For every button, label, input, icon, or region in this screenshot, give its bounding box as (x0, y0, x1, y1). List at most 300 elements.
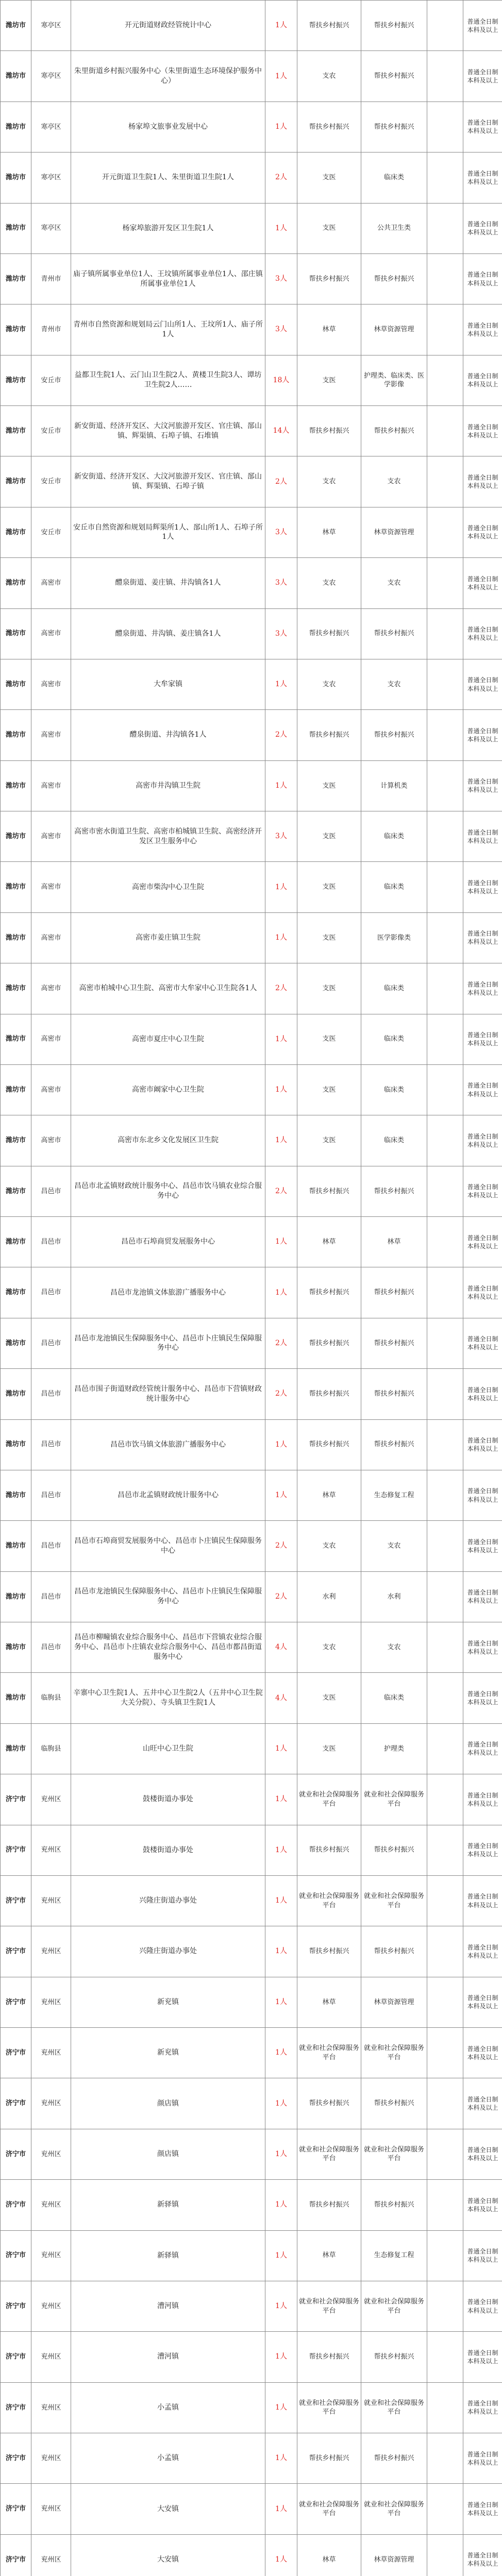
unit-cell: 漕河镇 (71, 2281, 265, 2331)
unit-cell: 新安街道、经济开发区、大汶河旅游开发区、官庄镇、郚山镇、辉渠镇、石埠子镇、石堆镇 (71, 406, 265, 456)
county-cell: 寒亭区 (31, 152, 71, 203)
major-cell (427, 963, 463, 1014)
major-cell (427, 811, 463, 862)
education-cell: 普通全日制本科及以上 (463, 2129, 502, 2179)
unit-cell: 新安街道、经济开发区、大汶河旅游开发区、官庄镇、郚山镇、辉渠镇、石埠子镇 (71, 456, 265, 507)
headcount-cell: 1人 (265, 2433, 297, 2484)
table-row (1, 1673, 502, 1723)
city-cell: 潍坊市 (1, 1521, 31, 1571)
category-cell: 支医 (297, 1014, 361, 1064)
city-cell: 潍坊市 (1, 1166, 31, 1216)
table-row (1, 101, 502, 152)
headcount-cell: 1人 (265, 1774, 297, 1825)
table-row (1, 304, 502, 355)
category-cell: 林草 (297, 2230, 361, 2281)
city-cell: 潍坊市 (1, 1064, 31, 1115)
unit-cell: 高密市密水街道卫生院、高密市柏城镇卫生院、高密经济开发区卫生服务中心 (71, 811, 265, 862)
education-cell: 普通全日制本科及以上 (463, 963, 502, 1014)
table-row (1, 2180, 502, 2230)
post-cell: 帮扶乡村振兴 (361, 710, 427, 760)
city-cell: 济宁市 (1, 2433, 31, 2484)
headcount-cell: 2人 (265, 710, 297, 760)
major-cell (427, 2433, 463, 2484)
major-cell (427, 2180, 463, 2230)
category-cell: 支农 (297, 51, 361, 101)
category-cell: 就业和社会保障服务平台 (297, 2281, 361, 2331)
post-cell: 医学影像类 (361, 912, 427, 963)
education-cell: 普通全日制本科及以上 (463, 1571, 502, 1622)
headcount-cell: 2人 (265, 1318, 297, 1368)
education-cell: 普通全日制本科及以上 (463, 152, 502, 203)
major-cell (427, 1267, 463, 1318)
major-cell (427, 2028, 463, 2078)
major-cell (427, 1774, 463, 1825)
post-cell: 就业和社会保障服务平台 (361, 2281, 427, 2331)
education-cell: 普通全日制本科及以上 (463, 2078, 502, 2129)
table-row (1, 2129, 502, 2179)
category-cell: 支医 (297, 203, 361, 253)
education-cell: 普通全日制本科及以上 (463, 1064, 502, 1115)
unit-cell: 大牟家镇 (71, 659, 265, 709)
major-cell (427, 2484, 463, 2534)
unit-cell: 高密市夏庄中心卫生院 (71, 1014, 265, 1064)
category-cell: 支医 (297, 355, 361, 405)
post-cell: 帮扶乡村振兴 (361, 253, 427, 304)
county-cell: 昌邑市 (31, 1622, 71, 1673)
major-cell (427, 1723, 463, 1774)
county-cell: 安丘市 (31, 355, 71, 405)
county-cell: 兖州区 (31, 2028, 71, 2078)
category-cell: 就业和社会保障服务平台 (297, 2129, 361, 2179)
education-cell: 普通全日制本科及以上 (463, 1622, 502, 1673)
headcount-cell: 2人 (265, 1369, 297, 1419)
table-row (1, 862, 502, 912)
county-cell: 兖州区 (31, 2078, 71, 2129)
headcount-cell: 3人 (265, 811, 297, 862)
headcount-cell: 1人 (265, 101, 297, 152)
city-cell: 济宁市 (1, 1977, 31, 2027)
table-row (1, 1926, 502, 1977)
category-cell: 帮扶乡村振兴 (297, 406, 361, 456)
county-cell: 寒亭区 (31, 1, 71, 51)
headcount-cell: 1人 (265, 1115, 297, 1166)
post-cell: 帮扶乡村振兴 (361, 2180, 427, 2230)
city-cell: 济宁市 (1, 2484, 31, 2534)
county-cell: 临朐县 (31, 1673, 71, 1723)
city-cell: 潍坊市 (1, 152, 31, 203)
city-cell: 潍坊市 (1, 811, 31, 862)
category-cell: 帮扶乡村振兴 (297, 608, 361, 659)
table-row (1, 456, 502, 507)
education-cell: 普通全日制本科及以上 (463, 1470, 502, 1520)
headcount-cell: 1人 (265, 1977, 297, 2027)
unit-cell: 昌邑市柳疃镇农业综合服务中心、昌邑市下营镇农业综合服务中心、昌邑市卜庄镇农业综合服务中心、昌邑市都昌街道服务中心 (71, 1622, 265, 1673)
table-row (1, 1571, 502, 1622)
major-cell (427, 1419, 463, 1470)
headcount-cell: 18人 (265, 355, 297, 405)
table-row (1, 507, 502, 557)
city-cell: 潍坊市 (1, 1, 31, 51)
county-cell: 昌邑市 (31, 1267, 71, 1318)
city-cell: 潍坊市 (1, 1571, 31, 1622)
county-cell: 兖州区 (31, 1977, 71, 2027)
table-body (1, 1, 502, 2576)
table-row (1, 2382, 502, 2433)
headcount-cell: 1人 (265, 2230, 297, 2281)
city-cell: 潍坊市 (1, 101, 31, 152)
city-cell: 潍坊市 (1, 203, 31, 253)
category-cell: 帮扶乡村振兴 (297, 253, 361, 304)
table-row (1, 1014, 502, 1064)
post-cell: 帮扶乡村振兴 (361, 1, 427, 51)
city-cell: 潍坊市 (1, 659, 31, 709)
category-cell: 帮扶乡村振兴 (297, 1318, 361, 1368)
headcount-cell: 1人 (265, 2382, 297, 2433)
table-row (1, 152, 502, 203)
county-cell: 昌邑市 (31, 1369, 71, 1419)
education-cell: 普通全日制本科及以上 (463, 2281, 502, 2331)
unit-cell: 高密市东北乡文化发展区卫生院 (71, 1115, 265, 1166)
county-cell: 高密市 (31, 710, 71, 760)
city-cell: 潍坊市 (1, 1470, 31, 1520)
unit-cell: 鼓楼街道办事处 (71, 1825, 265, 1875)
headcount-cell: 1人 (265, 2534, 297, 2576)
post-cell: 就业和社会保障服务平台 (361, 2129, 427, 2179)
city-cell: 潍坊市 (1, 51, 31, 101)
city-cell: 潍坊市 (1, 710, 31, 760)
headcount-cell: 2人 (265, 456, 297, 507)
unit-cell: 兴隆庄街道办事处 (71, 1926, 265, 1977)
county-cell: 昌邑市 (31, 1521, 71, 1571)
major-cell (427, 355, 463, 405)
unit-cell: 安丘市自然资源和规划局辉渠所1人、郚山所1人、石埠子所1人 (71, 507, 265, 557)
table-row (1, 51, 502, 101)
unit-cell: 昌邑市龙池镇民生保障服务中心、昌邑市卜庄镇民生保障服务中心 (71, 1571, 265, 1622)
major-cell (427, 608, 463, 659)
post-cell: 帮扶乡村振兴 (361, 51, 427, 101)
post-cell: 水利 (361, 1571, 427, 1622)
headcount-cell: 1人 (265, 1926, 297, 1977)
county-cell: 昌邑市 (31, 1470, 71, 1520)
city-cell: 济宁市 (1, 2129, 31, 2179)
table-row (1, 912, 502, 963)
county-cell: 兖州区 (31, 1926, 71, 1977)
unit-cell: 昌邑市围子街道财政经管统计服务中心、昌邑市下营镇财政统计服务中心 (71, 1369, 265, 1419)
headcount-cell: 1人 (265, 2332, 297, 2382)
unit-cell: 高密市姜庄镇卫生院 (71, 912, 265, 963)
city-cell: 潍坊市 (1, 1115, 31, 1166)
headcount-cell: 1人 (265, 1723, 297, 1774)
county-cell: 昌邑市 (31, 1217, 71, 1267)
county-cell: 兖州区 (31, 2484, 71, 2534)
city-cell: 济宁市 (1, 2332, 31, 2382)
county-cell: 兖州区 (31, 2281, 71, 2331)
headcount-cell: 4人 (265, 1622, 297, 1673)
post-cell: 帮扶乡村振兴 (361, 101, 427, 152)
city-cell: 潍坊市 (1, 1622, 31, 1673)
county-cell: 昌邑市 (31, 1318, 71, 1368)
city-cell: 济宁市 (1, 1825, 31, 1875)
major-cell (427, 1064, 463, 1115)
category-cell: 支农 (297, 1622, 361, 1673)
table-row (1, 710, 502, 760)
unit-cell: 山旺中心卫生院 (71, 1723, 265, 1774)
table-row (1, 1825, 502, 1875)
post-cell: 帮扶乡村振兴 (361, 1267, 427, 1318)
major-cell (427, 1318, 463, 1368)
education-cell: 普通全日制本科及以上 (463, 1977, 502, 2027)
headcount-cell: 1人 (265, 862, 297, 912)
category-cell: 帮扶乡村振兴 (297, 1419, 361, 1470)
unit-cell: 开元街道财政经管统计中心 (71, 1, 265, 51)
category-cell: 林草 (297, 2534, 361, 2576)
headcount-cell: 1人 (265, 1875, 297, 1926)
category-cell: 帮扶乡村振兴 (297, 1, 361, 51)
county-cell: 昌邑市 (31, 1571, 71, 1622)
table-row (1, 1723, 502, 1774)
county-cell: 高密市 (31, 862, 71, 912)
category-cell: 林草 (297, 1470, 361, 1520)
unit-cell: 昌邑市饮马镇文体旅游广播服务中心 (71, 1419, 265, 1470)
category-cell: 支农 (297, 456, 361, 507)
city-cell: 济宁市 (1, 2382, 31, 2433)
headcount-cell: 1人 (265, 2078, 297, 2129)
post-cell: 林草资源管理 (361, 304, 427, 355)
category-cell: 帮扶乡村振兴 (297, 1166, 361, 1216)
headcount-cell: 4人 (265, 1673, 297, 1723)
unit-cell: 益都卫生院1人、云门山卫生院2人、黄楼卫生院3人、谭坊卫生院2人…… (71, 355, 265, 405)
education-cell: 普通全日制本科及以上 (463, 507, 502, 557)
city-cell: 潍坊市 (1, 1217, 31, 1267)
table-row (1, 1217, 502, 1267)
major-cell (427, 2078, 463, 2129)
major-cell (427, 760, 463, 811)
unit-cell: 兴隆庄街道办事处 (71, 1875, 265, 1926)
city-cell: 济宁市 (1, 2078, 31, 2129)
major-cell (427, 1622, 463, 1673)
city-cell: 济宁市 (1, 1926, 31, 1977)
county-cell: 兖州区 (31, 2129, 71, 2179)
category-cell: 林草 (297, 1977, 361, 2027)
post-cell: 就业和社会保障服务平台 (361, 2382, 427, 2433)
category-cell: 支医 (297, 862, 361, 912)
major-cell (427, 1825, 463, 1875)
major-cell (427, 1115, 463, 1166)
headcount-cell: 3人 (265, 558, 297, 608)
city-cell: 潍坊市 (1, 507, 31, 557)
education-cell: 普通全日制本科及以上 (463, 2230, 502, 2281)
unit-cell: 鼓楼街道办事处 (71, 1774, 265, 1825)
county-cell: 寒亭区 (31, 51, 71, 101)
post-cell: 就业和社会保障服务平台 (361, 2484, 427, 2534)
post-cell: 临床类 (361, 862, 427, 912)
headcount-cell: 1人 (265, 1064, 297, 1115)
city-cell: 潍坊市 (1, 355, 31, 405)
post-cell: 支农 (361, 659, 427, 709)
category-cell: 就业和社会保障服务平台 (297, 1875, 361, 1926)
post-cell: 林草资源管理 (361, 2534, 427, 2576)
category-cell: 帮扶乡村振兴 (297, 2078, 361, 2129)
county-cell: 兖州区 (31, 2433, 71, 2484)
headcount-cell: 2人 (265, 1521, 297, 1571)
city-cell: 济宁市 (1, 2180, 31, 2230)
county-cell: 安丘市 (31, 507, 71, 557)
education-cell: 普通全日制本科及以上 (463, 2180, 502, 2230)
major-cell (427, 1166, 463, 1216)
county-cell: 寒亭区 (31, 101, 71, 152)
education-cell: 普通全日制本科及以上 (463, 1875, 502, 1926)
post-cell: 帮扶乡村振兴 (361, 2332, 427, 2382)
education-cell: 普通全日制本科及以上 (463, 1166, 502, 1216)
education-cell: 普通全日制本科及以上 (463, 253, 502, 304)
county-cell: 昌邑市 (31, 1166, 71, 1216)
table-row (1, 406, 502, 456)
headcount-cell: 2人 (265, 152, 297, 203)
category-cell: 就业和社会保障服务平台 (297, 1774, 361, 1825)
headcount-cell: 3人 (265, 304, 297, 355)
category-cell: 支医 (297, 1115, 361, 1166)
city-cell: 潍坊市 (1, 304, 31, 355)
table-row (1, 2028, 502, 2078)
major-cell (427, 659, 463, 709)
post-cell: 林草资源管理 (361, 1977, 427, 2027)
education-cell: 普通全日制本科及以上 (463, 2433, 502, 2484)
unit-cell: 朱里街道乡村振兴服务中心（朱里街道生态环境保护服务中心） (71, 51, 265, 101)
category-cell: 支农 (297, 659, 361, 709)
post-cell: 临床类 (361, 1064, 427, 1115)
major-cell (427, 1875, 463, 1926)
major-cell (427, 507, 463, 557)
headcount-cell: 1人 (265, 1419, 297, 1470)
headcount-cell: 2人 (265, 963, 297, 1014)
post-cell: 帮扶乡村振兴 (361, 1419, 427, 1470)
county-cell: 兖州区 (31, 2534, 71, 2576)
major-cell (427, 2382, 463, 2433)
county-cell: 安丘市 (31, 456, 71, 507)
category-cell: 帮扶乡村振兴 (297, 1926, 361, 1977)
county-cell: 安丘市 (31, 406, 71, 456)
table-row (1, 1774, 502, 1825)
unit-cell: 昌邑市龙池镇民生保障服务中心、昌邑市卜庄镇民生保障服务中心 (71, 1318, 265, 1368)
category-cell: 就业和社会保障服务平台 (297, 2484, 361, 2534)
headcount-cell: 1人 (265, 760, 297, 811)
category-cell: 帮扶乡村振兴 (297, 2332, 361, 2382)
major-cell (427, 456, 463, 507)
category-cell: 帮扶乡村振兴 (297, 1267, 361, 1318)
headcount-cell: 3人 (265, 507, 297, 557)
table-row (1, 2078, 502, 2129)
education-cell: 普通全日制本科及以上 (463, 710, 502, 760)
county-cell: 青州市 (31, 304, 71, 355)
category-cell: 就业和社会保障服务平台 (297, 2028, 361, 2078)
headcount-cell: 1人 (265, 2484, 297, 2534)
post-cell: 帮扶乡村振兴 (361, 1926, 427, 1977)
category-cell: 林草 (297, 304, 361, 355)
table-row (1, 1622, 502, 1673)
post-cell: 就业和社会保障服务平台 (361, 1774, 427, 1825)
city-cell: 济宁市 (1, 1875, 31, 1926)
unit-cell: 新兖镇 (71, 2028, 265, 2078)
major-cell (427, 304, 463, 355)
table-row (1, 1166, 502, 1216)
headcount-cell: 2人 (265, 1571, 297, 1622)
post-cell: 就业和社会保障服务平台 (361, 2028, 427, 2078)
table-row (1, 760, 502, 811)
headcount-cell: 1人 (265, 1825, 297, 1875)
county-cell: 青州市 (31, 253, 71, 304)
unit-cell: 漕河镇 (71, 2332, 265, 2382)
post-cell: 护理类 (361, 1723, 427, 1774)
major-cell (427, 2281, 463, 2331)
city-cell: 潍坊市 (1, 1014, 31, 1064)
city-cell: 济宁市 (1, 1774, 31, 1825)
category-cell: 支医 (297, 152, 361, 203)
post-cell: 帮扶乡村振兴 (361, 406, 427, 456)
county-cell: 高密市 (31, 1064, 71, 1115)
unit-cell: 青州市自然资源和规划局云门山所1人、王坟所1人、庙子所1人 (71, 304, 265, 355)
category-cell: 帮扶乡村振兴 (297, 1825, 361, 1875)
headcount-cell: 1人 (265, 1, 297, 51)
table-row (1, 1318, 502, 1368)
category-cell: 支医 (297, 963, 361, 1014)
major-cell (427, 2129, 463, 2179)
education-cell: 普通全日制本科及以上 (463, 101, 502, 152)
education-cell: 普通全日制本科及以上 (463, 456, 502, 507)
post-cell: 临床类 (361, 811, 427, 862)
county-cell: 高密市 (31, 1115, 71, 1166)
county-cell: 昌邑市 (31, 1419, 71, 1470)
major-cell (427, 2534, 463, 2576)
category-cell: 帮扶乡村振兴 (297, 1369, 361, 1419)
major-cell (427, 253, 463, 304)
city-cell: 潍坊市 (1, 1369, 31, 1419)
headcount-cell: 3人 (265, 608, 297, 659)
post-cell: 支农 (361, 1622, 427, 1673)
post-cell: 公共卫生类 (361, 203, 427, 253)
table-row (1, 2484, 502, 2534)
city-cell: 济宁市 (1, 2028, 31, 2078)
unit-cell: 新兖镇 (71, 1977, 265, 2027)
headcount-cell: 1人 (265, 1267, 297, 1318)
category-cell: 支医 (297, 811, 361, 862)
unit-cell: 昌邑市龙池镇文体旅游广播服务中心 (71, 1267, 265, 1318)
major-cell (427, 1014, 463, 1064)
education-cell: 普通全日制本科及以上 (463, 1825, 502, 1875)
category-cell: 帮扶乡村振兴 (297, 2180, 361, 2230)
county-cell: 高密市 (31, 760, 71, 811)
post-cell: 林草 (361, 1217, 427, 1267)
city-cell: 潍坊市 (1, 963, 31, 1014)
education-cell: 普通全日制本科及以上 (463, 2028, 502, 2078)
post-cell: 生态修复工程 (361, 1470, 427, 1520)
table-row (1, 811, 502, 862)
city-cell: 潍坊市 (1, 912, 31, 963)
table-row (1, 1267, 502, 1318)
county-cell: 高密市 (31, 811, 71, 862)
unit-cell: 昌邑市石埠商贸发展服务中心、昌邑市卜庄镇民生保障服务中心 (71, 1521, 265, 1571)
education-cell: 普通全日制本科及以上 (463, 659, 502, 709)
education-cell: 普通全日制本科及以上 (463, 304, 502, 355)
table-row (1, 963, 502, 1014)
education-cell: 普通全日制本科及以上 (463, 2382, 502, 2433)
post-cell: 帮扶乡村振兴 (361, 2078, 427, 2129)
major-cell (427, 1521, 463, 1571)
county-cell: 兖州区 (31, 1875, 71, 1926)
headcount-cell: 1人 (265, 2129, 297, 2179)
major-cell (427, 558, 463, 608)
city-cell: 潍坊市 (1, 558, 31, 608)
table-row (1, 1115, 502, 1166)
